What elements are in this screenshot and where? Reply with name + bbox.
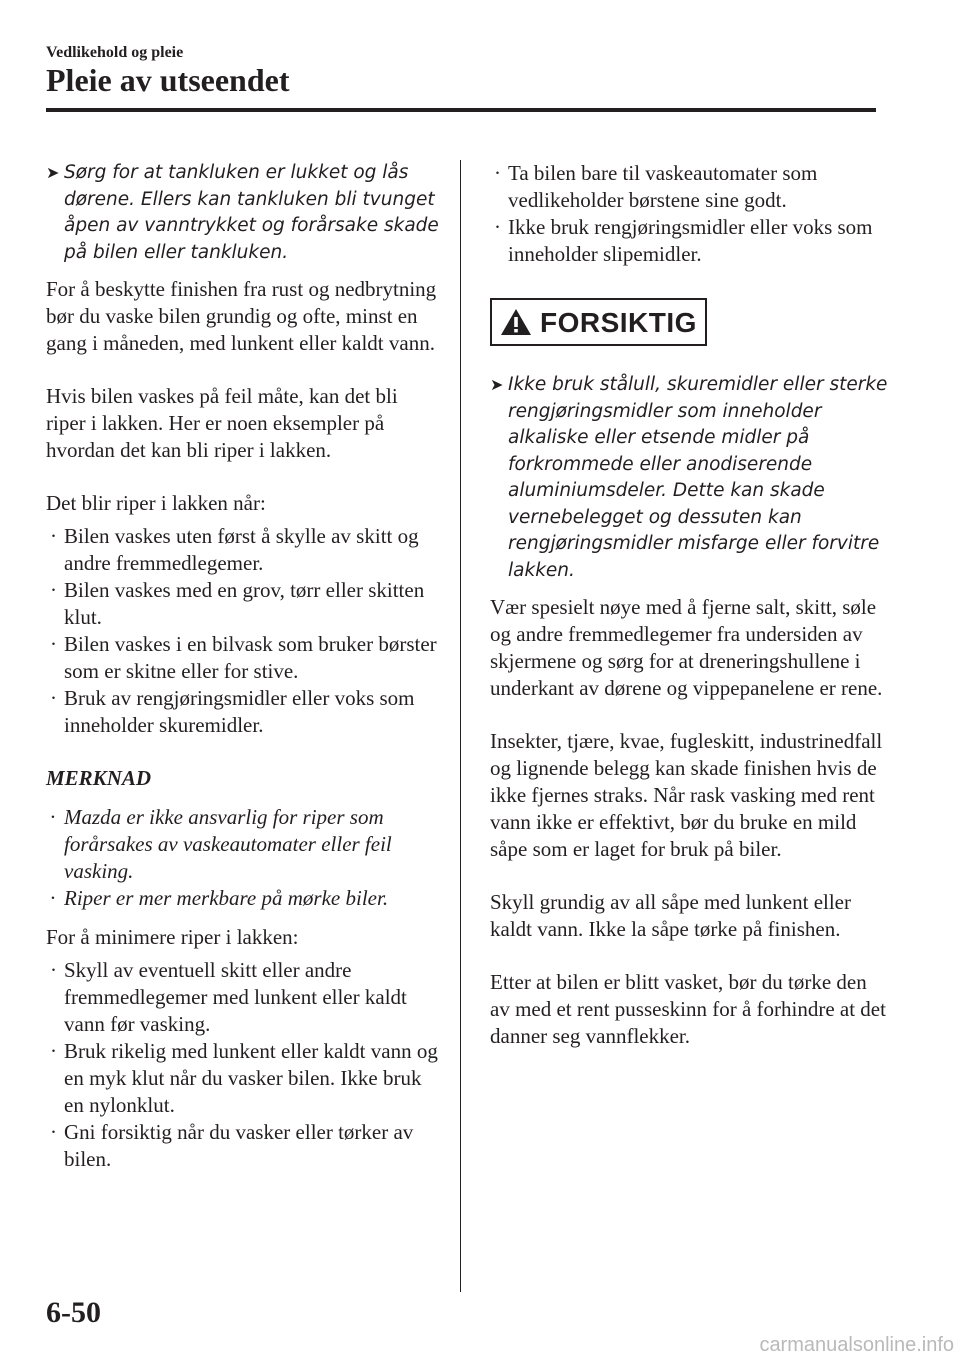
page-title: Pleie av utseendet (46, 62, 290, 98)
arrow-right-icon: ➤ (490, 375, 504, 394)
warning-triangle-icon (500, 308, 532, 336)
list-item: · Skyll av eventuell skitt eller andre fremmedlegemer med lunkent eller kaldt vann før vasking. (50, 958, 407, 1036)
paragraph-minimize-intro: For å minimere riper i lakken: (46, 925, 299, 949)
list-item: · Mazda er ikke ansvarlig for riper som forårsakes av vaskeautomater eller feil vasking. (50, 805, 392, 883)
car-wash-tips-list (490, 160, 890, 268)
paragraph-dry-chamois: Etter at bilen er blitt vasket, bør du tørke den av med et rent pusseskinn for å forhindre at det danner seg vannflekker. (490, 970, 886, 1048)
left-column (46, 160, 442, 1199)
caution-label: FORSIKTIG (540, 306, 697, 338)
list-item: · Gni forsiktig når du vasker eller tørker av bilen. (50, 1120, 414, 1171)
scratch-causes-list (46, 523, 442, 739)
note-list (46, 804, 442, 912)
section-label: Vedlikehold og pleie (46, 44, 184, 61)
paragraph-salt-removal: Vær spesielt nøye med å fjerne salt, skitt, søle og andre fremmedlegemer fra undersiden av skjermene og sørg for at dreneringshullene i underkant av dørene og vippepanelene er rene. (490, 595, 883, 700)
page-number: 6-50 (46, 1296, 101, 1329)
header-rule (46, 108, 876, 112)
paragraph-insects-tar: Insekter, tjære, kvae, fugleskitt, industrinedfall og lignende belegg kan skade finishen hvis de ikke fjernes straks. Når rask vasking med rent vann ikke er effektivt, bør du bruke en mild såpe som er laget for bruk på biler. (490, 729, 883, 861)
caution-box (490, 298, 707, 346)
bullet-icon: · (494, 161, 501, 185)
bullet-icon: · (50, 524, 57, 548)
list-item: · Bruk rikelig med lunkent eller kaldt vann og en myk klut når du vasker bilen. Ikke bruk en nylonklut. (50, 1039, 438, 1117)
bullet-icon: · (50, 632, 57, 656)
bullet-icon: · (50, 958, 57, 982)
bullet-icon: · (50, 578, 57, 602)
bullet-icon: · (494, 215, 501, 239)
paragraph-scratch-intro: Hvis bilen vaskes på feil måte, kan det bli riper i lakken. Her er noen eksempler på hvordan det kan bli riper i lakken. (46, 384, 398, 462)
fuel-lid-warning (46, 160, 442, 266)
list-item: · Ikke bruk rengjøringsmidler eller voks som inneholder slipemidler. (494, 215, 873, 266)
bullet-icon: · (50, 1039, 57, 1063)
fuel-lid-warning-text: Sørg for at tankluken er lukket og lås dørene. Ellers kan tankluken bli tvunget åpen av vanntrykket og forårsake skade på bilen eller tankluken. (64, 162, 439, 263)
caution-warning-text: Ikke bruk stålull, skuremidler eller sterke rengjøringsmidler som inneholder alkaliske eller etsende midler på forkrommede eller anodiserende aluminiumsdeler. Dette kan skade vernebelegget og dessuten kan rengjøringsmidler misfarge eller forvitre lakken. (508, 374, 888, 581)
right-column (490, 160, 890, 1076)
caution-warning (490, 372, 890, 584)
bullet-icon: · (50, 686, 57, 710)
column-divider (460, 160, 461, 1292)
bullet-icon: · (50, 805, 56, 829)
paragraph-rust-protection: For å beskytte finishen fra rust og nedbrytning bør du vaske bilen grundig og ofte, minst en gang i måneden, med lunkent eller kaldt vann. (46, 277, 437, 355)
minimize-tips-list (46, 957, 442, 1173)
bullet-icon: · (50, 886, 56, 910)
bullet-icon: · (50, 1120, 57, 1144)
list-item: · Bruk av rengjøringsmidler eller voks som inneholder skuremidler. (50, 686, 415, 737)
paragraph-rinse-soap: Skyll grundig av all såpe med lunkent eller kaldt vann. Ikke la såpe tørke på finishen. (490, 890, 851, 941)
watermark: carmanualsonline.info (759, 1334, 954, 1356)
list-item: · Bilen vaskes i en bilvask som bruker børster som er skitne eller for stive. (50, 632, 437, 683)
list-item: · Bilen vaskes med en grov, tørr eller skitten klut. (50, 578, 425, 629)
note-heading: MERKNAD (46, 766, 152, 790)
list-item: · Bilen vaskes uten først å skylle av skitt og andre fremmedlegemer. (50, 524, 419, 575)
list-item: · Ta bilen bare til vaskeautomater som vedlikeholder børstene sine godt. (494, 161, 818, 212)
list-item: · Riper er mer merkbare på mørke biler. (50, 886, 389, 910)
arrow-right-icon: ➤ (46, 163, 60, 182)
paragraph-scratch-when: Det blir riper i lakken når: (46, 491, 266, 515)
